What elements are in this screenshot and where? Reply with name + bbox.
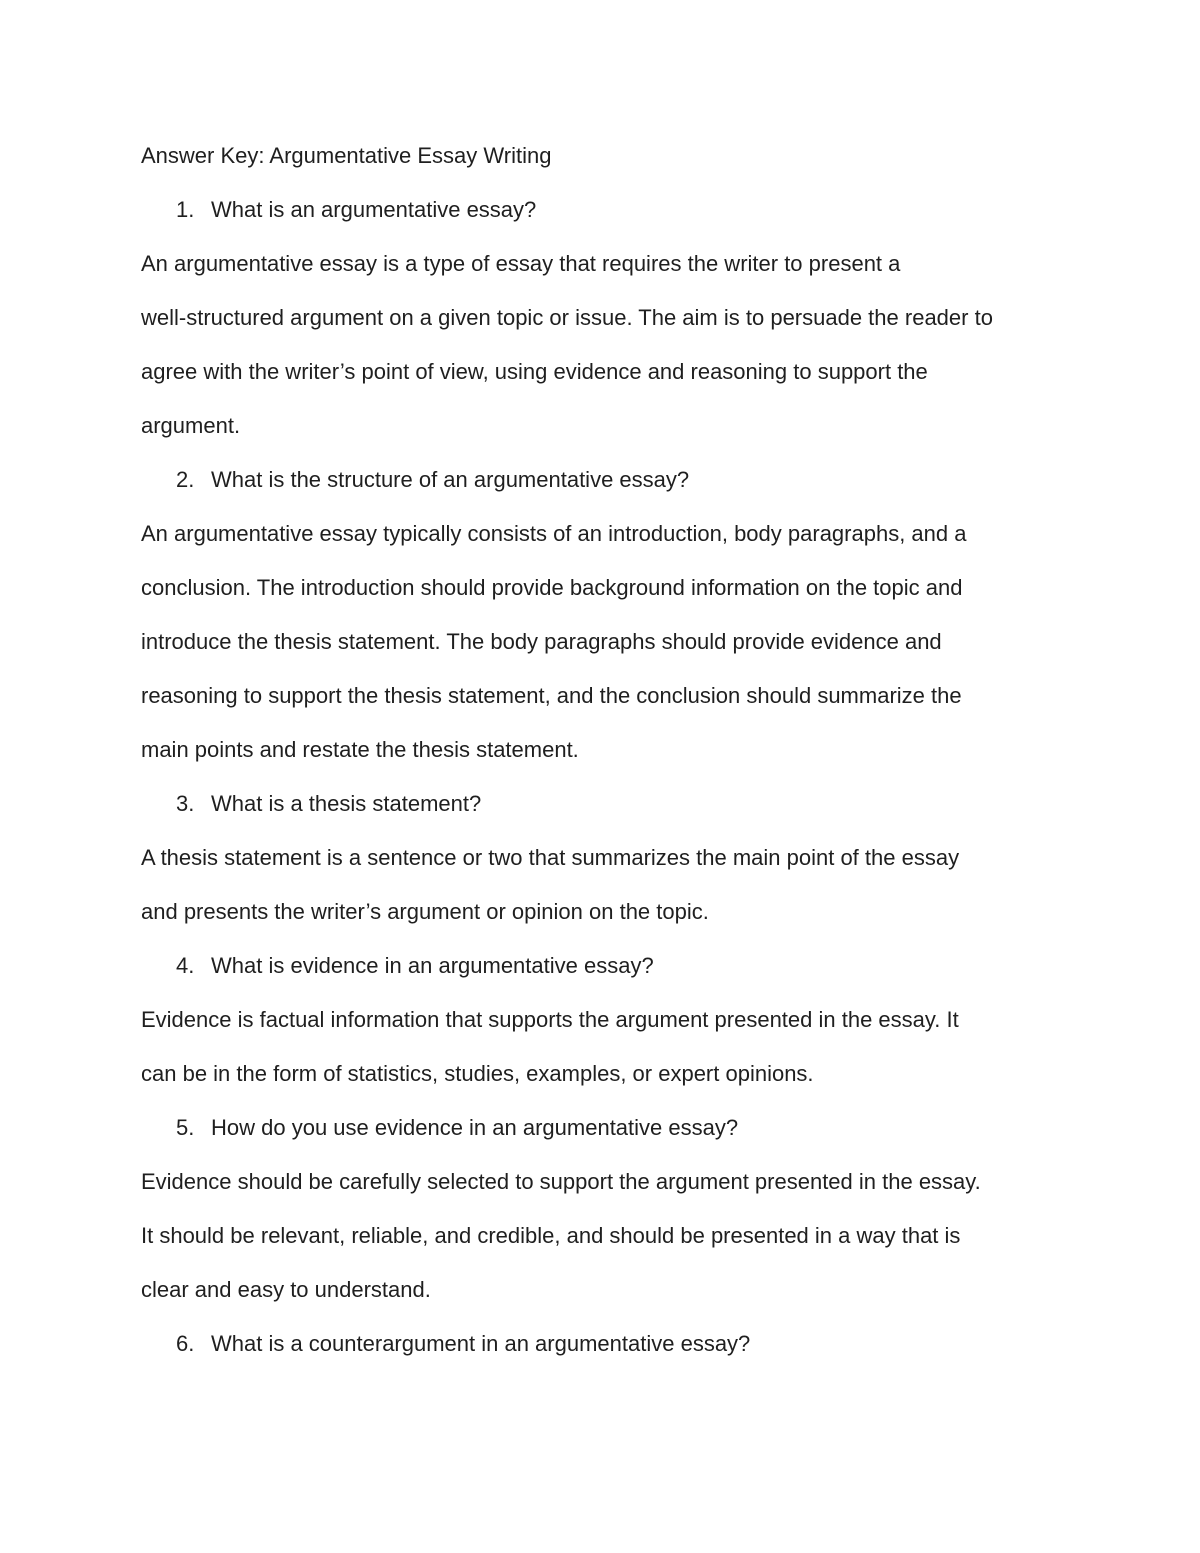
question-number: 4. xyxy=(176,953,195,978)
question-4 xyxy=(141,939,1071,993)
answer-line: can be in the form of statistics, studies, examples, or expert opinions. xyxy=(141,1061,814,1086)
answer-line: Evidence should be carefully selected to support the argument presented in the essay. xyxy=(141,1169,981,1194)
question-text: How do you use evidence in an argumentative essay? xyxy=(211,1115,739,1140)
answer-line: well-structured argument on a given topic or issue. The aim is to persuade the reader to xyxy=(141,305,993,330)
answer-2 xyxy=(141,507,1071,777)
question-number: 6. xyxy=(176,1331,195,1356)
answer-line: reasoning to support the thesis statement, and the conclusion should summarize the xyxy=(141,683,962,708)
question-text: What is a thesis statement? xyxy=(211,791,482,816)
question-text: What is evidence in an argumentative essay? xyxy=(211,953,654,978)
answer-line: It should be relevant, reliable, and credible, and should be presented in a way that is xyxy=(141,1223,961,1248)
answer-line: argument. xyxy=(141,413,241,438)
answer-5 xyxy=(141,1155,1071,1317)
question-2 xyxy=(141,453,1071,507)
question-text: What is a counterargument in an argumentative essay? xyxy=(211,1331,751,1356)
document-title: Answer Key: Argumentative Essay Writing xyxy=(141,143,552,168)
answer-line: introduce the thesis statement. The body paragraphs should provide evidence and xyxy=(141,629,942,654)
answer-3 xyxy=(141,831,1071,939)
answer-1 xyxy=(141,237,1071,453)
question-number: 5. xyxy=(176,1115,195,1140)
question-number: 2. xyxy=(176,467,195,492)
question-6 xyxy=(141,1317,1071,1371)
question-3 xyxy=(141,777,1071,831)
question-text: What is the structure of an argumentative essay? xyxy=(211,467,690,492)
answer-4 xyxy=(141,993,1071,1101)
question-5 xyxy=(141,1101,1071,1155)
answer-line: Evidence is factual information that supports the argument presented in the essay. It xyxy=(141,1007,959,1032)
answer-line: and presents the writer’s argument or opinion on the topic. xyxy=(141,899,709,924)
document-body xyxy=(141,129,1071,1371)
answer-line: clear and easy to understand. xyxy=(141,1277,431,1302)
answer-line: main points and restate the thesis statement. xyxy=(141,737,579,762)
answer-line: agree with the writer’s point of view, using evidence and reasoning to support the xyxy=(141,359,928,384)
question-number: 3. xyxy=(176,791,195,816)
question-number: 1. xyxy=(176,197,195,222)
question-text: What is an argumentative essay? xyxy=(211,197,537,222)
answer-line: conclusion. The introduction should provide background information on the topic and xyxy=(141,575,963,600)
answer-line: An argumentative essay is a type of essay that requires the writer to present a xyxy=(141,251,901,276)
answer-line: An argumentative essay typically consists of an introduction, body paragraphs, and a xyxy=(141,521,967,546)
answer-line: A thesis statement is a sentence or two that summarizes the main point of the essay xyxy=(141,845,960,870)
question-1 xyxy=(141,183,1071,237)
